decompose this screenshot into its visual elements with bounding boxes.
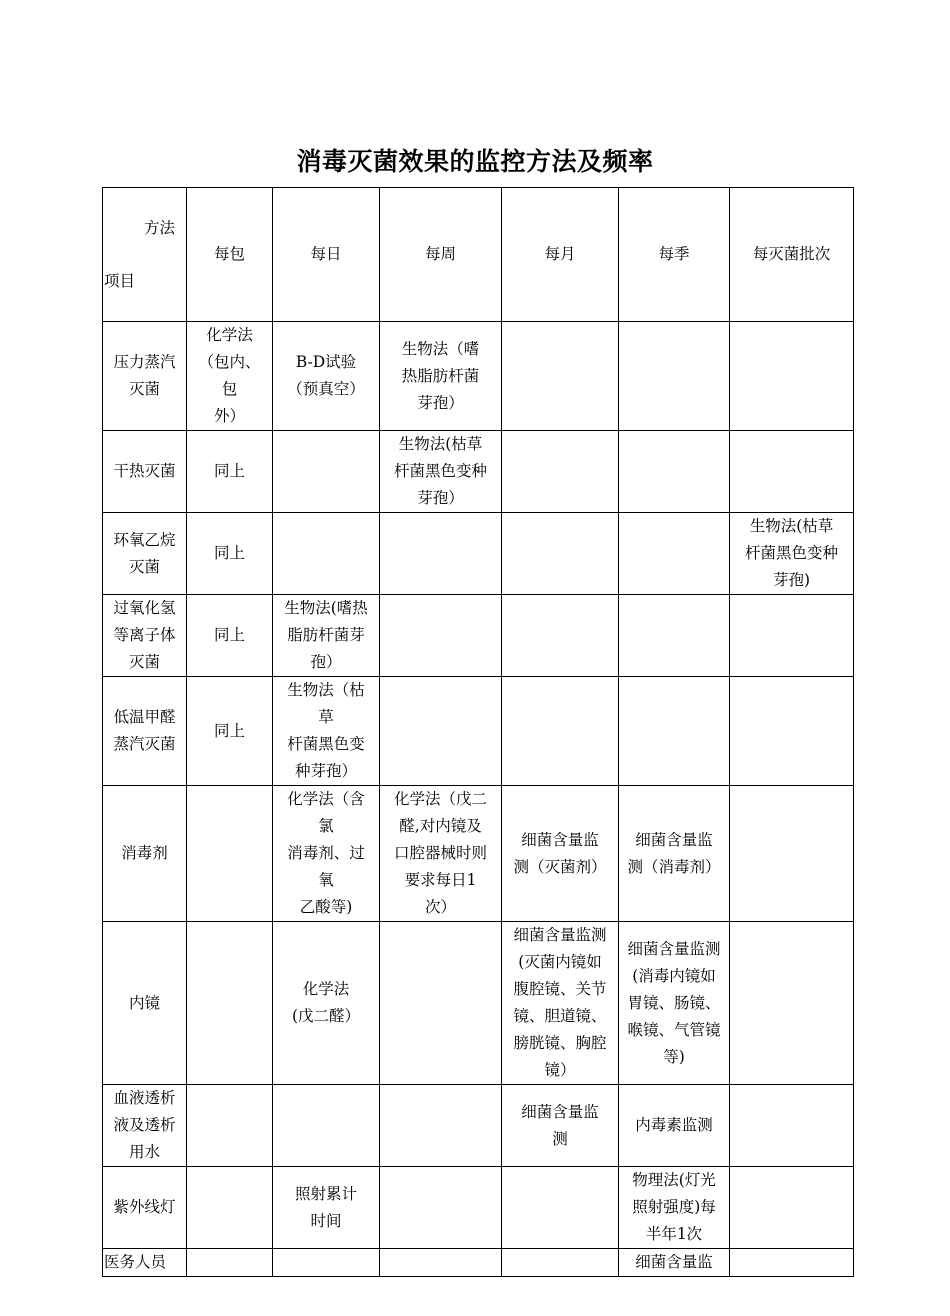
table-cell: 细菌含量监测 (消毒内镜如 胃镜、肠镜、 喉镜、气管镜 等) bbox=[619, 922, 730, 1085]
table-cell bbox=[730, 322, 854, 431]
table-cell: 细菌含量监 bbox=[619, 1249, 730, 1277]
column-header: 每月 bbox=[502, 188, 619, 322]
table-cell bbox=[730, 677, 854, 786]
table-cell bbox=[502, 1167, 619, 1249]
table-cell bbox=[619, 322, 730, 431]
corner-top-label: 方法 bbox=[143, 219, 175, 237]
table-cell bbox=[730, 431, 854, 513]
table-cell: 生物法(枯草 杆菌黑色变种 芽孢) bbox=[730, 513, 854, 595]
table-cell: B-D试验 （预真空） bbox=[273, 322, 380, 431]
monitoring-table bbox=[102, 187, 854, 1277]
row-item-label: 低温甲醛 蒸汽灭菌 bbox=[103, 677, 187, 786]
table-header-row bbox=[103, 188, 854, 322]
table-cell: 内毒素监测 bbox=[619, 1085, 730, 1167]
table-cell bbox=[502, 677, 619, 786]
table-cell bbox=[380, 922, 502, 1085]
table-cell: 同上 bbox=[187, 677, 273, 786]
table-cell bbox=[502, 1249, 619, 1277]
table-cell bbox=[380, 1085, 502, 1167]
table-cell: 化学法 （包内、 包 外） bbox=[187, 322, 273, 431]
table-row bbox=[103, 922, 854, 1085]
table-cell bbox=[380, 1249, 502, 1277]
table-cell bbox=[619, 595, 730, 677]
table-cell bbox=[187, 786, 273, 922]
row-item-label: 紫外线灯 bbox=[103, 1167, 187, 1249]
row-item-label: 消毒剂 bbox=[103, 786, 187, 922]
table-cell bbox=[619, 677, 730, 786]
table-cell bbox=[273, 1249, 380, 1277]
table-cell: 同上 bbox=[187, 431, 273, 513]
table-cell bbox=[502, 513, 619, 595]
corner-bottom-label: 项目 bbox=[104, 272, 136, 290]
table-row bbox=[103, 1249, 854, 1277]
table-cell: 生物法(枯草 杆菌黑色变种 芽孢） bbox=[380, 431, 502, 513]
table-cell bbox=[273, 513, 380, 595]
table-cell bbox=[730, 595, 854, 677]
table-body bbox=[103, 188, 854, 1277]
table-cell: 物理法(灯光 照射强度)每 半年1次 bbox=[619, 1167, 730, 1249]
table-cell bbox=[619, 513, 730, 595]
table-cell bbox=[380, 677, 502, 786]
table-row bbox=[103, 677, 854, 786]
table-row bbox=[103, 322, 854, 431]
table-cell bbox=[187, 1167, 273, 1249]
table-row bbox=[103, 786, 854, 922]
column-header: 每包 bbox=[187, 188, 273, 322]
table-cell: 生物法（嗜 热脂肪杆菌 芽孢） bbox=[380, 322, 502, 431]
row-item-label: 环氧乙烷 灭菌 bbox=[103, 513, 187, 595]
table-cell bbox=[187, 1085, 273, 1167]
row-item-label: 压力蒸汽 灭菌 bbox=[103, 322, 187, 431]
table-cell bbox=[730, 1167, 854, 1249]
table-cell: 化学法 (戊二醛） bbox=[273, 922, 380, 1085]
column-header: 每日 bbox=[273, 188, 380, 322]
table-row bbox=[103, 431, 854, 513]
table-cell bbox=[380, 1167, 502, 1249]
table-cell bbox=[730, 1085, 854, 1167]
table-cell bbox=[502, 431, 619, 513]
table-cell: 照射累计 时间 bbox=[273, 1167, 380, 1249]
table-cell: 同上 bbox=[187, 595, 273, 677]
row-item-label: 干热灭菌 bbox=[103, 431, 187, 513]
table-cell: 细菌含量监 测（灭菌剂） bbox=[502, 786, 619, 922]
table-cell bbox=[730, 922, 854, 1085]
table-cell bbox=[619, 431, 730, 513]
table-cell bbox=[187, 922, 273, 1085]
column-header: 每灭菌批次 bbox=[730, 188, 854, 322]
column-header: 每周 bbox=[380, 188, 502, 322]
table-row bbox=[103, 595, 854, 677]
table-cell bbox=[502, 595, 619, 677]
table-cell: 化学法（戊二 醛,对内镜及 口腔器械时则 要求每日1 次） bbox=[380, 786, 502, 922]
page-title: 消毒灭菌效果的监控方法及频率 bbox=[296, 147, 654, 176]
table-cell bbox=[730, 786, 854, 922]
table-cell: 化学法（含 氯 消毒剂、过 氧 乙酸等) bbox=[273, 786, 380, 922]
table-row bbox=[103, 1167, 854, 1249]
table-cell: 同上 bbox=[187, 513, 273, 595]
table-cell bbox=[380, 595, 502, 677]
table-cell: 生物法（枯 草 杆菌黑色变 种芽孢） bbox=[273, 677, 380, 786]
table-cell bbox=[502, 322, 619, 431]
table-cell: 生物法(嗜热 脂肪杆菌芽 孢） bbox=[273, 595, 380, 677]
table-cell: 细菌含量监测 (灭菌内镜如 腹腔镜、关节 镜、胆道镜、 膀胱镜、胸腔 镜） bbox=[502, 922, 619, 1085]
table-cell bbox=[187, 1249, 273, 1277]
table-row bbox=[103, 1085, 854, 1167]
table-cell bbox=[380, 513, 502, 595]
row-item-label: 医务人员 bbox=[103, 1249, 187, 1277]
row-item-label: 过氧化氢 等离子体 灭菌 bbox=[103, 595, 187, 677]
corner-header-cell bbox=[103, 188, 187, 322]
table-cell: 细菌含量监 测 bbox=[502, 1085, 619, 1167]
column-header: 每季 bbox=[619, 188, 730, 322]
row-item-label: 内镜 bbox=[103, 922, 187, 1085]
table-cell bbox=[730, 1249, 854, 1277]
table-cell bbox=[273, 1085, 380, 1167]
table-cell bbox=[273, 431, 380, 513]
row-item-label: 血液透析 液及透析 用水 bbox=[103, 1085, 187, 1167]
table-row bbox=[103, 513, 854, 595]
table-cell: 细菌含量监 测（消毒剂） bbox=[619, 786, 730, 922]
